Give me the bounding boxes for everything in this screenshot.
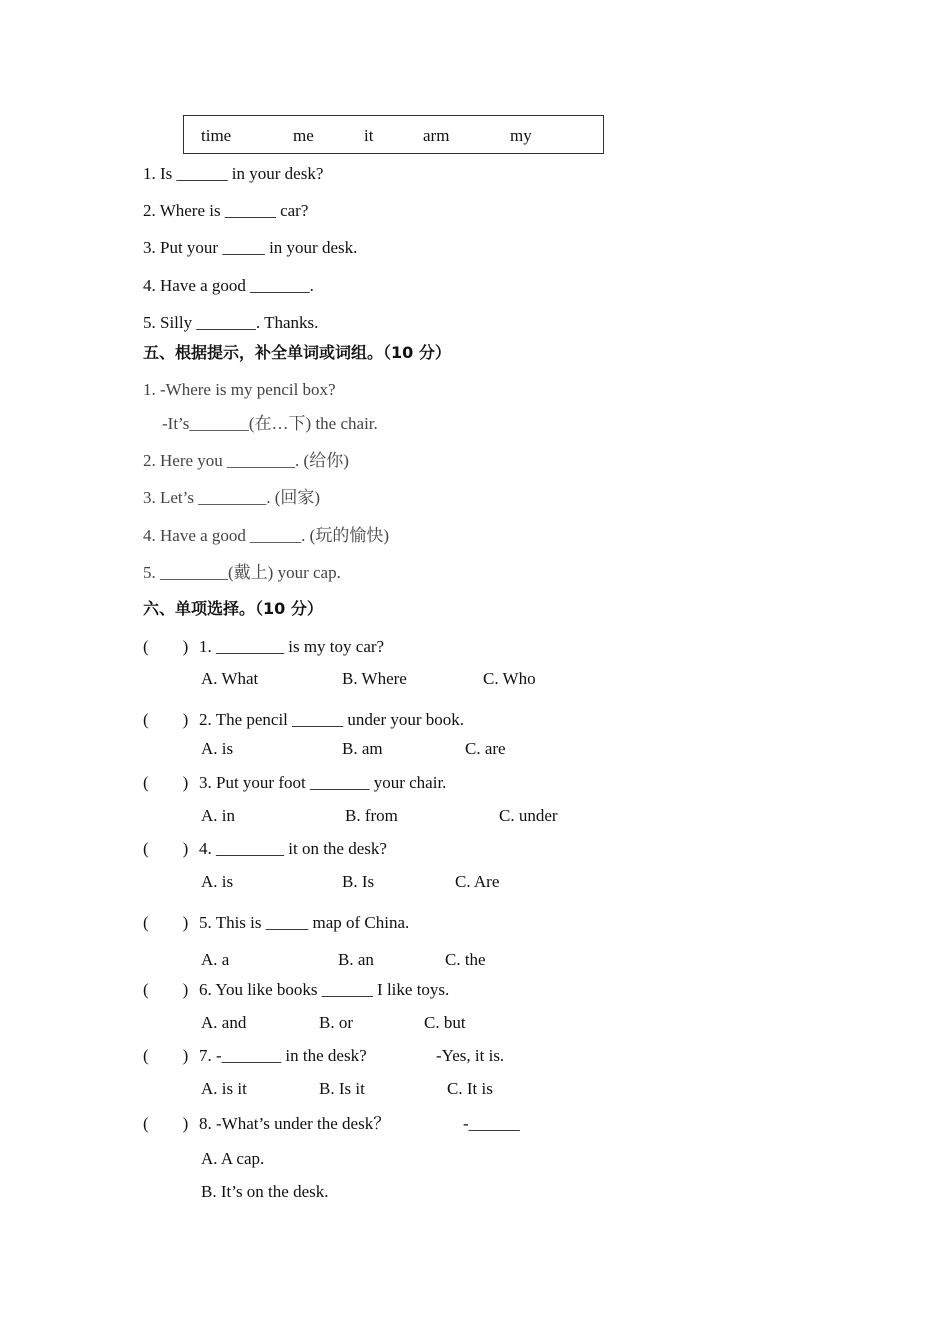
option-b: B. an <box>338 950 374 969</box>
choice-question-stem: 3. Put your foot _______ your chair. <box>199 773 447 792</box>
option-a: A. and <box>201 1013 247 1032</box>
option-a: A. is <box>201 739 234 758</box>
word-bank-word: time <box>201 126 232 145</box>
word-bank-word: my <box>510 126 532 145</box>
option-a: A. What <box>201 669 259 688</box>
option-a: A. is it <box>201 1079 247 1098</box>
answer-bracket: ( ) <box>143 839 189 858</box>
fill-blank-question: 5. Silly _______. Thanks. <box>143 313 319 332</box>
fill-blank-question: 3. Put your _____ in your desk. <box>143 238 358 257</box>
sample-answer: -Yes, it is. <box>436 1046 505 1065</box>
answer-bracket: ( ) <box>143 773 189 792</box>
word-bank-box <box>183 115 604 154</box>
answer-bracket: ( ) <box>143 637 189 656</box>
hint-question: 5. ________(戴上) your cap. <box>143 563 341 582</box>
hint-question: 3. Let’s ________. (回家) <box>143 488 321 507</box>
choice-question-stem: 8. -What’s under the desk？ <box>199 1114 391 1133</box>
option-c: C. are <box>465 739 506 758</box>
option-b: B. Where <box>342 669 407 688</box>
fill-blank-question: 2. Where is ______ car? <box>143 201 309 220</box>
option-c: C. the <box>445 950 486 969</box>
option-c: C. Are <box>455 872 500 891</box>
answer-bracket: ( ) <box>143 913 189 932</box>
hint-question: 2. Here you ________. (给你) <box>143 451 349 470</box>
hint-question: 1. -Where is my pencil box? <box>143 380 336 399</box>
option-a: A. is <box>201 872 234 891</box>
option-b: B. It’s on the desk. <box>201 1182 329 1201</box>
choice-question-stem: 2. The pencil ______ under your book. <box>199 710 465 729</box>
sample-answer: -______ <box>463 1114 520 1133</box>
choice-question-stem: 4. ________ it on the desk? <box>199 839 387 858</box>
fill-blank-question: 4. Have a good _______. <box>143 276 314 295</box>
option-b: B. Is <box>342 872 375 891</box>
answer-bracket: ( ) <box>143 1046 189 1065</box>
option-a: A. a <box>201 950 230 969</box>
answer-bracket: ( ) <box>143 1114 189 1133</box>
option-c: C. but <box>424 1013 466 1032</box>
choice-question-stem: 5. This is _____ map of China. <box>199 913 410 932</box>
choice-question-stem: 6. You like books ______ I like toys. <box>199 980 450 999</box>
choice-question-stem: 7. -_______ in the desk? <box>199 1046 367 1065</box>
option-c: C. It is <box>447 1079 493 1098</box>
hint-question: -It’s_______(在…下) the chair. <box>162 414 378 433</box>
option-a: A. in <box>201 806 235 825</box>
section-5-heading: 五、根据提示，补全单词或词组。（10 分） <box>143 343 451 362</box>
option-c: C. under <box>499 806 558 825</box>
hint-question: 4. Have a good ______. (玩的愉快) <box>143 526 389 545</box>
section-6-heading: 六、单项选择。（10 分） <box>143 599 323 618</box>
option-b: B. or <box>319 1013 353 1032</box>
fill-blank-question: 1. Is ______ in your desk? <box>143 164 324 183</box>
answer-bracket: ( ) <box>143 980 189 999</box>
option-a: A. A cap. <box>201 1149 265 1168</box>
choice-question-stem: 1. ________ is my toy car? <box>199 637 385 656</box>
option-b: B. Is it <box>319 1079 365 1098</box>
answer-bracket: ( ) <box>143 710 189 729</box>
option-c: C. Who <box>483 669 536 688</box>
option-b: B. am <box>342 739 383 758</box>
word-bank-word: me <box>293 126 314 145</box>
word-bank-word: it <box>364 126 374 145</box>
word-bank-word: arm <box>423 126 450 145</box>
option-b: B. from <box>345 806 398 825</box>
